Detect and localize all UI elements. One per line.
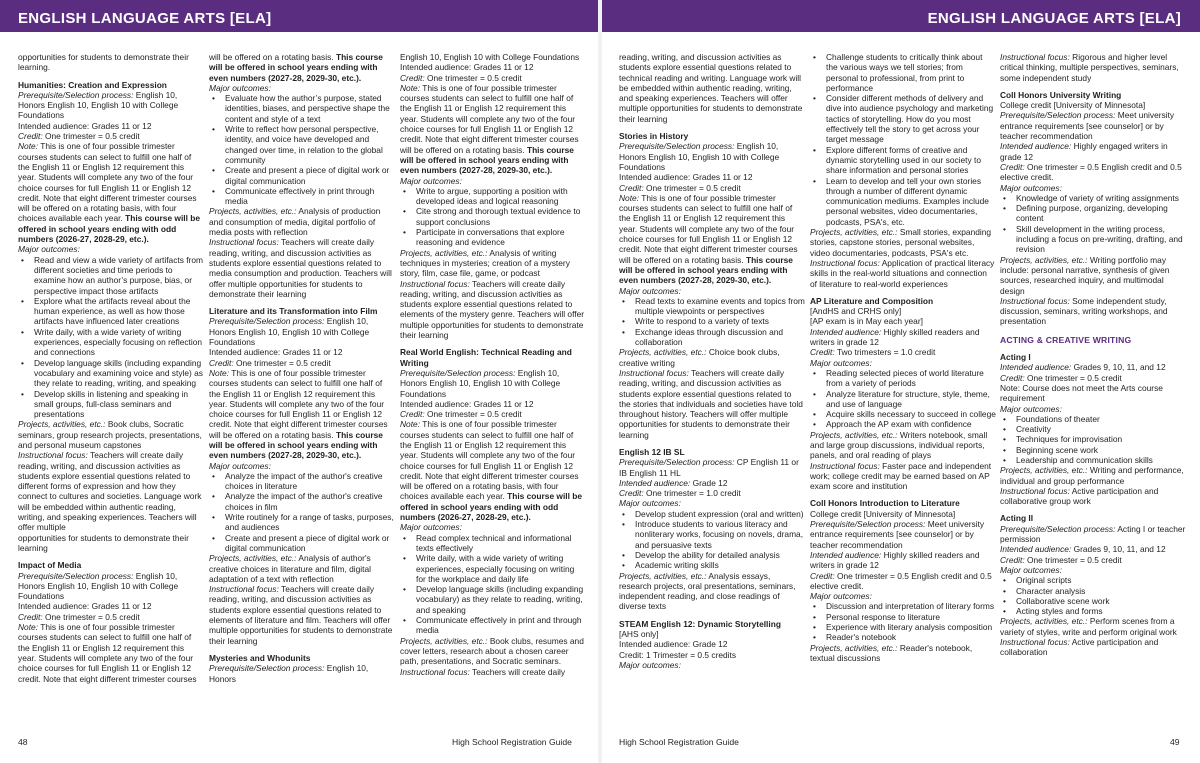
projects: Projects, activities, etc.: Analysis of writing techniques in mysteries; creation of a mystery story, film, case file, game, or podcast [400,247,570,279]
outcomes-list [209,471,395,553]
outcomes-list [619,509,805,571]
course-title: Mysteries and Whodunits [209,652,311,663]
course-title: Acting II [1000,513,1034,524]
list-item: • Develop skills in listening and speaking in small groups, full-class seminars and presentations [18,389,204,420]
course-title: Humanities: Creation and Expression [18,79,167,90]
outcomes-label: Major outcomes: [619,659,681,670]
list-item: • Reading selected pieces of world literature from a variety of periods [810,368,996,389]
list-item: • Skill development in the writing process, including a focus on pre-writing, drafting, and revision [1000,224,1186,255]
prerequisite: Prerequisite/Selection process: English 10, Honors English 10, English 10 with College Foundations [18,570,179,602]
column-5 [810,52,996,742]
credit: Credit: Two trimesters = 1.0 credit [810,347,936,358]
outcomes-list [619,296,805,347]
projects: Projects, activities, etc.: Analysis essays, research projects, oral presentations, seminars, independent reading, and close readings of diverse texts [619,570,796,612]
list-item: • Evaluate how the author’s purpose, stated identities, biases, and perspective shape the content and style of a text [209,93,395,124]
focus: Instructional focus: Active participation and collaborative group work [1000,485,1159,507]
outcomes-label: Major outcomes: [619,498,681,509]
list-item: • Knowledge of variety of writing assignments [1000,193,1186,203]
focus: Instructional focus: Teachers will create daily reading, writing, and discussion activities as students explore essential questions related to different forms of expression and how they connect to cultures and societies. Language work will be embedded within authentic reading, writing, and speaking experiences. Teachers will offer multiple [18,450,202,533]
list-item: • Reader's notebook [810,632,996,642]
outcomes-label: Major outcomes: [810,357,872,368]
list-item: • Read texts to examine events and topics from multiple viewpoints or perspectives [619,296,805,317]
outcomes-label: Major outcomes: [209,82,271,93]
audience: Intended audience: Highly engaged writers in grade 12 [1000,141,1168,162]
course-title: Stories in History [619,131,689,142]
prerequisite: Prerequisite/Selection process: English 10, Honors English 10, English 10 with College Foundations [209,316,370,348]
list-item: • Develop student expression (oral and written) [619,509,805,519]
list-item: • Foundations of theater [1000,414,1186,424]
list-item: • Communicate effectively in print through media [209,186,395,207]
list-item: • Acquire skills necessary to succeed in college [810,409,996,419]
note-continued: will be offered on a rotating basis. This course will be offered in school years ending with even numbers (2027-28, 2029-30, etc.). [209,52,383,83]
outcomes-label: Major outcomes: [810,591,872,602]
focus: Instructional focus: Teachers will create daily reading, writing, and discussion activities as students explore essential questions related to the stories that individuals and societies have told throughout history. Teachers will offer multiple opportunities for students to demonstrate their learning [619,367,803,440]
outcomes-label: Major outcomes: [209,460,271,471]
note: Note: This is one of four possible trimester courses students can select to fulfill one half of the English 11 or English 12 requirement this year. Students will complete any two of the four choice courses for full English 11 or English 12 credit. Note that eight different trimester courses will be offered on a rotating basis, with four choices available each year. This course will be offered in school years ending with odd numbers (2026-27, 2028-29, etc.). [18,141,201,245]
list-item: • Collaborative scene work [1000,596,1186,606]
list-item: • Create and present a piece of digital work or digital communication [209,533,395,554]
focus: Instructional focus: Teachers will create daily reading, writing, and discussion activities as students explore essential questions related to elements of the mystery genre. Teachers will offer multiple opportunities for students to demonstrate their learning [400,278,585,341]
college-credit: College credit [University of Minnesota] [810,508,956,519]
list-item: • Develop language skills (including expanding vocabulary and examining voice and style) as they relate to reading, writing, and speaking [18,358,204,389]
outcomes-label: Major outcomes: [1000,564,1062,575]
outcomes-label: Major outcomes: [18,244,80,255]
outcomes-list [1000,193,1186,255]
outcomes-list [810,601,996,642]
projects: Projects, activities, etc.: Book clubs, Socratic seminars, group research projects, presentations, and personal museum capstones [18,419,202,450]
column-2 [209,52,395,742]
audience: Intended audience: Grades 9, 10, 11, and 12 [1000,362,1166,373]
list-item: • Discussion and interpretation of literary forms [810,601,996,611]
outcomes-label: Major outcomes: [400,522,462,533]
list-item: • Develop the ability for detailed analysis [619,550,805,560]
projects: Projects, activities, etc.: Book clubs, resumes and cover letters, research about a chosen career path, presentations, and Socratic seminars. [400,635,584,667]
list-item: • Write to argue, supporting a position with developed ideas and logical reasoning [400,186,586,207]
focus-continued: reading, writing, and discussion activities as students explore essential questions related to technical reading and writing. Language work will be embedded within authentic reading, writing, and speaking experiences. Teachers will offer multiple opportunities for students to demonstrate their learning [619,52,803,124]
prerequisite: Prerequisite/Selection process: English 10, Honors English 10, English 10 with College Foundations [400,367,561,399]
page-number-left: 48 [18,737,28,747]
projects: Projects, activities, etc.: Choice book clubs, creative writing [619,347,780,368]
list-item: • Participate in conversations that explore reasoning and evidence [400,227,586,248]
audience: Intended audience: Grades 9, 10, 11, and 12 [1000,544,1166,555]
list-item: • Cite strong and thorough textual evidence to support conclusions [400,206,586,227]
footer-guide-left: High School Registration Guide [452,737,572,747]
credit: Credit: One trimester = 0.5 credit [18,131,140,142]
header-bar-left [0,0,598,32]
list-item: • Read and view a wide variety of artifacts from different societies and time periods to examine how an author’s purpose, bias, or perspective impact those artifacts [18,255,204,296]
prerequisite: Prerequisite/Selection process: English 10, Honors English 10, English 10 with College Foundations [619,141,780,172]
outcomes-list [810,52,996,227]
page-title-right: ENGLISH LANGUAGE ARTS [ELA] [927,10,1181,27]
list-item: • Analyze literature for structure, style, theme, and use of language [810,389,996,410]
credit: Credit: One trimester = 0.5 credit [1000,554,1122,565]
prerequisite-continued: English 10, English 10 with College Foundations [400,52,580,62]
course-title: Real World English: Technical Reading and Writing [400,347,572,368]
section-heading: ACTING & CREATIVE WRITING [1000,334,1132,345]
list-item: • Personal response to literature [810,612,996,622]
note: Note: This is one of four possible trimester courses students can select to fulfill one half of the English 11 or English 12 requirement this year. Students will complete any two of the four choice courses for full English 11 or English 12 credit. Note that eight different trimester courses [18,622,197,684]
list-item: • Analyze the impact of the author's creative choices in film [209,491,395,512]
note: Note: This is one of four possible trimester courses students can select to fulfill one half of the English 11 or English 12 requirement this year. Students will complete any two of the four choice courses for full English 11 or English 12 credit. Note that eight different trimester courses will be offered on a rotating basis. This course will be offered in school years ending with even numbers (2027-28, 2029-30, etc.). [619,192,798,286]
focus: Instructional focus: Some independent study, discussion, seminars, writing workshops, and presentation [1000,295,1168,327]
focus: Instructional focus: Teachers will create daily reading, writing, and discussion activities as students explore essential questions related to media consumption and production. Teachers will offer multiple opportunities for students to demonstrate their learning [209,237,392,299]
list-item: • Analyze the impact of the author's creative choices in literature [209,471,395,492]
college-credit: College credit [University of Minnesota] [1000,100,1146,111]
note: Note: This is one of four possible trimester courses students can select to fulfill one half of the English 11 or English 12 requirement this year. Students will complete any two of the four choice courses for full English 11 or English 12 credit. Note that eight different trimester courses will be offered on a rotating basis. This course will be offered in school years ending with even numbers (2027-28, 2029-30, etc.). [400,82,579,176]
prerequisite: Prerequisite/Selection process: Acting I or teacher permission [1000,523,1186,545]
paragraph: opportunities for students to demonstrate their learning. [18,52,189,73]
outcomes-list [400,186,586,248]
audience: Intended audience: Highly skilled readers and writers in grade 12 [810,326,980,348]
focus: Instructional focus: Rigorous and higher level critical thinking, multiple perspectives, seminars, some independent study [1000,52,1179,83]
column-3 [400,52,586,742]
projects: Projects, activities, etc.: Analysis of production and consumption of media, digital portfolio of media posts with reflection [209,206,381,238]
note: Note: This is one of four possible trimester courses students can select to fulfill one half of the English 11 or English 12 requirement this year. Students will complete any two of the four choice courses for full English 11 or English 12 credit. Note that eight different trimester courses will be offered on a rotating basis. This course will be offered in school years ending with even numbers (2027-28, 2029-30, etc.). [209,367,388,461]
focus: Instructional focus: Teachers will create daily [400,666,566,677]
page-gutter [598,0,602,763]
list-item: • Academic writing skills [619,560,805,570]
projects: Projects, activities, etc.: Writing and performance, individual and group performance [1000,465,1184,486]
prerequisite: Prerequisite/Selection process: English 10, Honors English 10, English 10 with College Foundations [18,89,179,121]
credit: Credit: One trimester = 0.5 English credit and 0.5 elective credit. [1000,161,1182,183]
credit: Credit: 1 Trimester = 0.5 credits [619,649,737,660]
column-6 [1000,52,1186,742]
paragraph: opportunities for students to demonstrate their learning [18,532,189,553]
list-item: • Write daily, with a wide variety of writing experiences, especially focusing on writing for the workplace and daily life [400,553,586,584]
course-title: Coll Honors University Writing [1000,89,1122,100]
audience: Intended audience: Grades 11 or 12 [619,172,753,183]
column-1 [18,52,204,742]
list-item: • Write to respond to a variety of texts [619,316,805,326]
projects: Projects, activities, etc.: Reader's notebook, textual discussions [810,642,973,663]
list-item: • Experience with literary analysis composition [810,622,996,632]
note: Note: Course does not meet the Arts course requirement [1000,382,1163,404]
credit: Credit: One trimester = 0.5 English credit and 0.5 elective credit. [810,570,992,591]
outcomes-label: Major outcomes: [400,175,462,186]
prerequisite: Prerequisite/Selection process: English 10, Honors [209,663,369,684]
list-item: • Read complex technical and informational texts effectively [400,533,586,554]
page-title-left: ENGLISH LANGUAGE ARTS [ELA] [18,10,272,27]
outcomes-list [18,255,204,420]
course-title: Literature and its Transformation into Film [209,306,378,317]
projects: Projects, activities, etc.: Perform scenes from a variety of styles, write and perform original work [1000,616,1177,637]
audience: Intended audience: Highly skilled readers and writers in grade 12 [810,549,980,571]
list-item: • Acting styles and forms [1000,606,1186,616]
list-item: • Beginning scene work [1000,445,1186,455]
column-4 [619,52,805,742]
prerequisite: Prerequisite/Selection process: Meet university entrance requirements [see counselor] or by teacher recommendation [810,519,985,550]
projects: Projects, activities, etc.: Writing portfolio may include: personal narrative, synthesis of given sources, researched inquiry, and multimodal design [1000,254,1170,296]
note: Note: This is one of four possible trimester courses students can select to fulfill one half of the English 11 or English 12 requirement this year. Students will complete any two of the four choice courses for full English 11 or English 12 credit. Note that eight different trimester courses will be offered on a rotating basis, with four choices available each year. This course will be offered in school years ending with odd numbers (2026-27, 2028-29, etc.). [400,419,583,523]
outcomes-label: Major outcomes: [1000,403,1062,414]
focus: Instructional focus: Active participation and collaboration [1000,637,1159,658]
page-number-right: 49 [1170,737,1180,747]
credit: Credit: One trimester = 0.5 credit [400,409,522,420]
footer-guide-right: High School Registration Guide [619,737,739,747]
list-item: • Leadership and communication skills [1000,455,1186,465]
list-item: • Defining purpose, organizing, developing content [1000,203,1186,224]
credit: Credit: One trimester = 0.5 credit [619,182,741,193]
outcomes-list [810,368,996,430]
outcomes-list [1000,414,1186,465]
course-title: Coll Honors Introduction to Literature [810,498,960,509]
audience: Intended audience: Grade 12 [619,639,728,650]
list-item: • Introduce students to various literacy and nonliterary works, focusing on novels, drama, and persuasive texts [619,519,805,550]
credit: Credit: One trimester = 0.5 credit [1000,372,1122,383]
prerequisite: Prerequisite/Selection process: Meet university entrance requirements [see counselor] or by teacher recommendation [1000,110,1175,142]
focus: Instructional focus: Faster pace and independent work; college credit may be earned based on AP exam score and institution [810,460,992,492]
availability: [AHS only] [619,629,659,640]
list-item: • Communicate effectively in print and through media [400,615,586,636]
exam-info: [AP exam is in May each year] [810,316,923,327]
list-item: • Character analysis [1000,586,1186,596]
course-title: AP Literature and Composition [810,295,934,306]
audience: Intended audience: Grades 11 or 12 [400,398,534,409]
projects: Projects, activities, etc.: Small stories, expanding stories, capstone stories, personal websites, video documentaries, podcasts, PSA's etc. [810,227,992,258]
list-item: • Original scripts [1000,575,1186,585]
audience: Intended audience: Grade 12 [619,477,728,488]
audience: Intended audience: Grades 11 or 12 [18,601,152,612]
list-item: • Techniques for improvisation [1000,434,1186,444]
list-item: • Exchange ideas through discussion and collaboration [619,327,805,348]
outcomes-label: Major outcomes: [1000,182,1062,193]
list-item: • Create and present a piece of digital work or digital communication [209,165,395,186]
course-title: English 12 IB SL [619,446,685,457]
focus: Instructional focus: Teachers will create daily reading, writing, and discussion activities as students explore essential questions related to elements of literature and film. Teachers will offer multiple opportunities for students to demonstrate their learning [209,584,393,646]
outcomes-label: Major outcomes: [619,285,681,296]
projects: Projects, activities, etc.: Writers notebook, small and large group discussions, individual reports, panels, and oral reading of plays [810,429,988,461]
outcomes-list [209,93,395,206]
header-bar-right [602,0,1200,32]
course-title: STEAM English 12: Dynamic Storytelling [619,618,781,629]
credit: Credit: One trimester = 0.5 credit [18,611,140,622]
list-item: • Creativity [1000,424,1186,434]
course-title: Acting I [1000,352,1031,363]
list-item: • Consider different methods of delivery and dive into audience psychology and marketing tactics of storytelling. How do you most effectively tell the story to get across your target message [810,93,996,144]
availability: [AndHS and CRHS only] [810,306,902,317]
credit: Credit: One trimester = 1.0 credit [619,488,741,499]
list-item: • Challenge students to critically think about the various ways we tell stories; from personal to professional, from print to performance [810,52,996,93]
audience: Intended audience: Grades 11 or 12 [209,347,343,358]
list-item: • Approach the AP exam with confidence [810,419,996,429]
audience: Intended audience: Grades 11 or 12 [18,120,152,131]
list-item: • Explore what the artifacts reveal about the human experience, as well as how those artifacts have influenced later creations [18,296,204,327]
prerequisite: Prerequisite/Selection process: CP English 11 or IB English 11 HL [619,457,799,478]
list-item: • Write routinely for a range of tasks, purposes, and audiences [209,512,395,533]
list-item: • Write to reflect how personal perspective, identity, and voice have developed and changed over time, in relation to the global community [209,124,395,165]
focus: Instructional focus: Application of practical literacy skills in the real-world situations and connection of literature to real-world experiences [810,257,995,289]
outcomes-list [400,533,586,636]
credit: Credit: One trimester = 0.5 credit [400,72,522,83]
projects: Projects, activities, etc.: Analysis of author's creative choices in literature and film, digital adaptation of a text with reflection [209,553,371,584]
outcomes-list [1000,575,1186,616]
list-item: • Explore different forms of creative and dynamic storytelling used in our society to share information and personal stories [810,145,996,176]
list-item: • Write daily, with a wide variety of writing experiences, especially focusing on reflection and connections [18,327,204,358]
credit: Credit: One trimester = 0.5 credit [209,357,331,368]
audience: Intended audience: Grades 11 or 12 [400,62,534,73]
list-item: • Develop language skills (including expanding vocabulary) as they relate to reading, writing, and speaking [400,584,586,615]
course-title: Impact of Media [18,560,82,571]
list-item: • Learn to develop and tell your own stories through a number of different dynamic communication mediums. Examples include personal websites, video documentaries, podcasts, PSA's, etc. [810,176,996,227]
